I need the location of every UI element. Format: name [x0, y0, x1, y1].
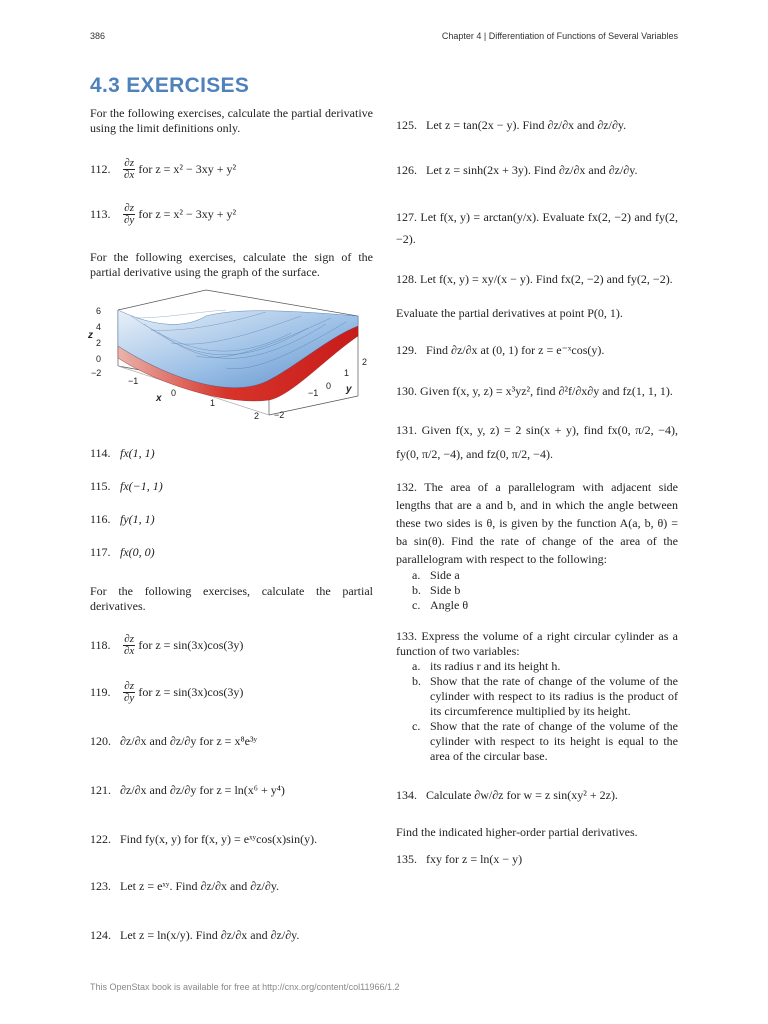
section-title: 4.3 EXERCISES [90, 74, 250, 97]
intro-higher-order: Find the indicated higher-order partial derivatives. [396, 825, 638, 839]
svg-text:0: 0 [96, 354, 102, 364]
exercise-122: 122. Find fy(x, y) for f(x, y) = eˣʸcos(x)sin(y). [90, 832, 318, 846]
exercise-133-parts [412, 659, 678, 764]
exercise-132: 132. The area of a parallelogram with adjacent side lengths that are a and b, and in which the angle between these two sides is θ, is given by the function A(a, b, θ) = ba sin(θ). Find the rate of change of the area of the parallelogram with respect to the following: [396, 480, 678, 566]
exercise-127: 127. Let f(x, y) = arctan(y/x). Evaluate fx(2, −2) and fy(2, −2). [396, 210, 678, 246]
exercise-text: for z = x² − 3xy + y² [138, 162, 237, 176]
exercise-118: 118. $\frac{\partial z}{\partial x}$ for z = sin(3x)cos(3y) [90, 633, 244, 657]
exercise-129: 129. Find ∂z/∂x at (0, 1) for z = e⁻ˣcos(y). [396, 343, 605, 357]
intro-graph-sign: For the following exercises, calculate the sign of the partial derivative using the graph of the surface. [90, 250, 373, 279]
svg-text:2: 2 [254, 411, 260, 421]
exercise-125: 125. Let z = tan(2x − y). Find ∂z/∂x and ∂z/∂y. [396, 118, 627, 132]
list-item: a. its radius r and its height h. [412, 659, 561, 673]
list-item: a. Side a [412, 568, 460, 582]
exercise-124: 124. Let z = ln(x/y). Find ∂z/∂x and ∂z/∂y. [90, 928, 300, 942]
svg-text:−2: −2 [91, 368, 102, 378]
page-footer: This OpenStax book is available for free at http://cnx.org/content/col11966/1.2 [90, 982, 400, 992]
exercise-115: 115. fx(−1, 1) [90, 479, 163, 493]
svg-text:−2: −2 [274, 410, 285, 420]
page-number: 386 [90, 31, 106, 41]
exercise-114: 114. fx(1, 1) [90, 446, 155, 460]
intro-evaluate-point: Evaluate the partial derivatives at point P(0, 1). [396, 306, 623, 320]
svg-text:1: 1 [344, 368, 350, 378]
list-item: c. Angle θ [412, 598, 469, 612]
exercise-113 [90, 203, 373, 226]
exercise-126: 126. Let z = sinh(2x + 3y). Find ∂z/∂x and ∂z/∂y. [396, 163, 638, 177]
exercise-131: 131. Given f(x, y, z) = 2 sin(x + y), find fx(0, π/2, −4), fy(0, π/2, −4), and fz(0, π/2, −4). [396, 423, 678, 461]
chapter-header: Chapter 4 | Differentiation of Functions of Several Variables [441, 31, 678, 41]
z-axis-ticks [96, 306, 101, 364]
intro-limit-definition: For the following exercises, calculate the partial derivative using the limit definitions only. [90, 106, 373, 135]
partial-fraction: $\frac{\partial z}{\partial y}$ [124, 202, 135, 226]
list-item: b. Side b [412, 583, 461, 597]
exercise-135: 135. fxy for z = ln(x − y) [396, 852, 523, 866]
exercise-120: 120. ∂z/∂x and ∂z/∂y for z = x⁸e³ʸ [90, 734, 258, 748]
exercise-117: 117. fx(0, 0) [90, 545, 155, 559]
svg-text:0: 0 [326, 381, 332, 391]
x-axis-label: x [156, 393, 162, 404]
exercise-text: for z = x² − 3xy + y² [138, 207, 237, 221]
intro-partial-derivatives: For the following exercises, calculate the partial derivatives. [90, 584, 373, 613]
left-column [90, 106, 373, 943]
exercise-134: 134. Calculate ∂w/∂z for w = z sin(xy² + 2z). [396, 788, 618, 802]
exercise-112 [90, 158, 373, 181]
svg-text:2: 2 [96, 338, 102, 348]
exercise-130: 130. Given f(x, y, z) = x³yz², find ∂²f/∂x∂y and fz(1, 1, 1). [396, 384, 673, 398]
exercise-128: 128. Let f(x, y) = xy/(x − y). Find fx(2, −2) and fy(2, −2). [396, 272, 673, 286]
y-axis-label: y [346, 384, 352, 395]
svg-text:0: 0 [171, 388, 177, 398]
svg-text:1: 1 [210, 398, 216, 408]
exercise-133: 133. Express the volume of a right circular cylinder as a function of two variables: [396, 629, 678, 658]
list-item: c. Show that the rate of change of the volume of the cylinder with respect to its height is equal to the area of the circular base. [412, 719, 678, 763]
svg-text:−1: −1 [308, 388, 319, 398]
exercise-number: 113. [90, 207, 111, 221]
list-item: b. Show that the rate of change of the volume of the cylinder with respect to its radius is the product of its circumference multiplied by its height. [412, 674, 678, 718]
z-axis-label: z [88, 330, 93, 341]
svg-text:6: 6 [96, 306, 102, 316]
partial-fraction: $\frac{\partial z}{\partial x}$ [124, 157, 135, 181]
svg-text:−1: −1 [128, 376, 139, 386]
right-column [396, 106, 678, 867]
exercise-number: 112. [90, 162, 111, 176]
surface-graph [86, 288, 376, 433]
exercise-116: 116. fy(1, 1) [90, 512, 155, 526]
exercise-132-parts [412, 568, 678, 613]
svg-text:2: 2 [362, 357, 368, 367]
exercise-123: 123. Let z = eˣʸ. Find ∂z/∂x and ∂z/∂y. [90, 879, 280, 893]
exercise-121: 121. ∂z/∂x and ∂z/∂y for z = ln(x⁶ + y⁴) [90, 783, 285, 797]
exercise-119: 119. $\frac{\partial z}{\partial y}$ for z = sin(3x)cos(3y) [90, 680, 244, 704]
svg-text:4: 4 [96, 322, 102, 332]
